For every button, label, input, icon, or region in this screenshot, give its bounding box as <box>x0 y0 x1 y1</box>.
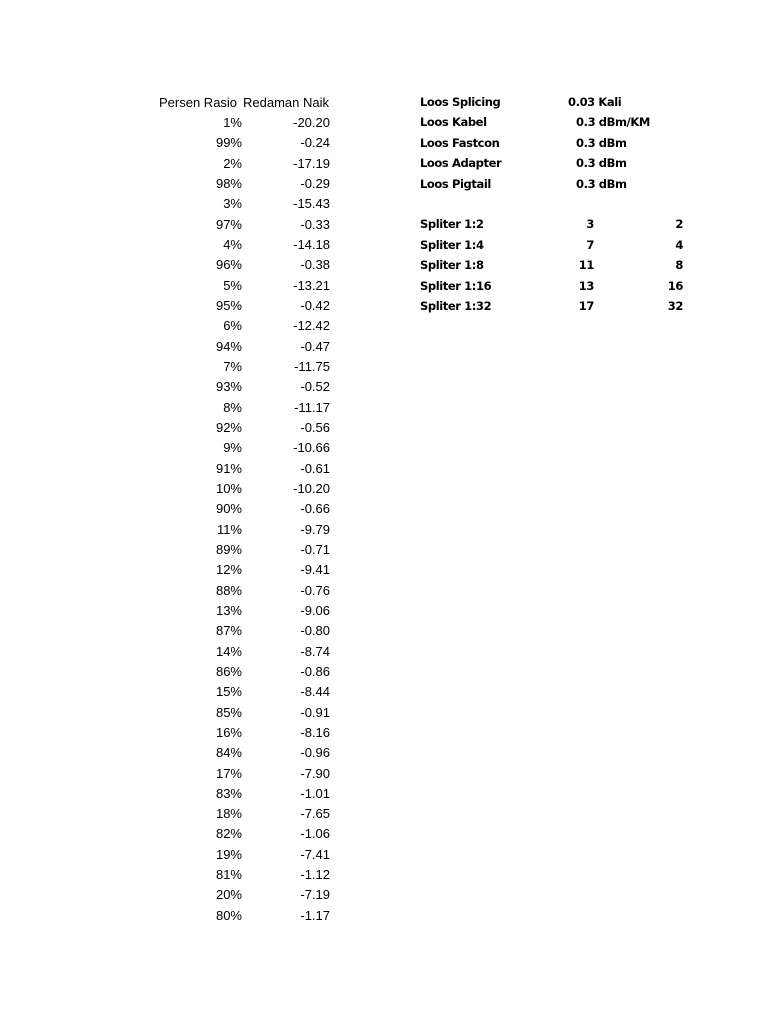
attenuation-cell: -15.43 <box>293 196 330 212</box>
splitter-row <box>420 276 700 296</box>
percent-ratio-cell: 85% <box>215 704 242 720</box>
percent-ratio-cell: 97% <box>215 216 242 232</box>
percent-ratio-cell: 14% <box>215 643 242 659</box>
percent-ratio-cell: 16% <box>215 724 242 740</box>
table-row <box>156 621 336 641</box>
table-row <box>156 764 336 784</box>
loss-label: Loos Pigtail <box>420 176 491 191</box>
loss-label: Loos Adapter <box>420 156 502 171</box>
percent-ratio-cell: 90% <box>215 501 242 517</box>
attenuation-cell: -10.66 <box>293 440 330 456</box>
attenuation-cell: -7.41 <box>300 846 330 862</box>
table-row <box>156 804 336 824</box>
table-row <box>156 133 336 153</box>
loss-row <box>420 153 700 173</box>
percent-ratio-cell: 17% <box>215 765 242 781</box>
loss-row <box>420 174 700 194</box>
table-row <box>156 865 336 885</box>
attenuation-cell: -8.44 <box>300 684 330 700</box>
ratio-attenuation-table <box>156 93 336 926</box>
attenuation-cell: -0.47 <box>300 338 330 354</box>
percent-ratio-cell: 94% <box>215 338 242 354</box>
attenuation-cell: -14.18 <box>293 236 330 252</box>
table-row <box>156 723 336 743</box>
attenuation-cell: -17.19 <box>293 155 330 171</box>
splitter-row <box>420 296 700 316</box>
percent-ratio-cell: 15% <box>215 684 242 700</box>
attenuation-cell: -0.33 <box>300 216 330 232</box>
loss-row <box>420 112 700 132</box>
percent-ratio-cell: 99% <box>215 135 242 151</box>
table-row <box>156 540 336 560</box>
ratio-table-body <box>156 113 336 926</box>
splitter-loss-value: 17 <box>578 298 594 313</box>
attenuation-cell: -0.71 <box>300 541 330 557</box>
attenuation-cell: -11.17 <box>294 399 330 415</box>
splitter-ports-value: 4 <box>675 237 683 252</box>
table-row <box>156 337 336 357</box>
attenuation-cell: -1.17 <box>300 907 330 923</box>
attenuation-cell: -11.75 <box>294 358 330 374</box>
splitter-label: Spliter 1:2 <box>420 217 484 232</box>
attenuation-cell: -0.86 <box>300 663 330 679</box>
attenuation-cell: -8.16 <box>300 724 330 740</box>
table-row <box>156 255 336 275</box>
table-row <box>156 479 336 499</box>
table-gap <box>420 194 700 214</box>
attenuation-cell: -0.24 <box>300 135 330 151</box>
attenuation-cell: -12.42 <box>293 318 330 334</box>
percent-ratio-cell: 8% <box>223 399 242 415</box>
loss-label: Loos Fastcon <box>420 135 500 150</box>
splitter-row <box>420 255 700 275</box>
table-row <box>156 377 336 397</box>
table-row <box>156 784 336 804</box>
percent-ratio-cell: 95% <box>215 297 242 313</box>
attenuation-cell: -9.06 <box>300 602 330 618</box>
attenuation-cell: -1.06 <box>300 826 330 842</box>
percent-ratio-cell: 88% <box>215 582 242 598</box>
attenuation-cell: -0.96 <box>300 745 330 761</box>
percent-ratio-cell: 83% <box>215 785 242 801</box>
table-row <box>156 296 336 316</box>
percent-ratio-cell: 4% <box>223 236 242 252</box>
table-row <box>156 560 336 580</box>
loss-value: 0.03 Kali <box>568 95 622 109</box>
header-percent-ratio: Persen Rasio <box>159 95 238 110</box>
table-row <box>156 845 336 865</box>
attenuation-cell: -20.20 <box>293 115 330 130</box>
percent-ratio-cell: 93% <box>215 379 242 395</box>
percent-ratio-cell: 18% <box>215 806 242 822</box>
attenuation-cell: -0.80 <box>300 623 330 639</box>
percent-ratio-cell: 19% <box>215 846 242 862</box>
percent-ratio-cell: 89% <box>215 541 242 557</box>
percent-ratio-cell: 2% <box>223 155 242 171</box>
attenuation-cell: -7.90 <box>300 765 330 781</box>
table-row <box>156 662 336 682</box>
loss-value: 0.3 dBm <box>576 135 627 150</box>
attenuation-cell: -7.19 <box>300 887 330 903</box>
loss-parameters-table <box>420 92 700 316</box>
attenuation-cell: -0.91 <box>300 704 330 720</box>
splitter-row <box>420 235 700 255</box>
attenuation-cell: -7.65 <box>300 806 330 822</box>
percent-ratio-cell: 87% <box>215 623 242 639</box>
percent-ratio-cell: 1% <box>223 115 242 130</box>
loss-value: 0.3 dBm/KM <box>576 115 650 130</box>
attenuation-cell: -1.12 <box>300 867 330 883</box>
percent-ratio-cell: 82% <box>215 826 242 842</box>
attenuation-cell: -13.21 <box>293 277 330 293</box>
table-row <box>156 357 336 377</box>
table-row <box>156 194 336 214</box>
percent-ratio-cell: 12% <box>215 562 242 578</box>
loss-value: 0.3 dBm <box>576 156 627 171</box>
table-row <box>156 906 336 926</box>
table-row <box>156 601 336 621</box>
header-attenuation: Redaman Naik <box>243 95 329 110</box>
splitter-rows <box>420 214 700 316</box>
table-row <box>156 418 336 438</box>
attenuation-cell: -0.42 <box>300 297 330 313</box>
percent-ratio-cell: 11% <box>216 521 242 537</box>
attenuation-cell: -0.61 <box>300 460 330 476</box>
percent-ratio-cell: 20% <box>215 887 242 903</box>
loss-label: Loos Splicing <box>420 95 501 109</box>
splitter-ports-value: 2 <box>675 217 683 232</box>
percent-ratio-cell: 9% <box>223 440 242 456</box>
table-row <box>156 499 336 519</box>
attenuation-cell: -0.38 <box>300 257 330 273</box>
ratio-table-header <box>156 93 336 113</box>
table-row <box>156 743 336 763</box>
table-row <box>156 113 336 133</box>
loss-row <box>420 133 700 153</box>
table-row <box>156 459 336 479</box>
percent-ratio-cell: 84% <box>215 745 242 761</box>
attenuation-cell: -1.01 <box>300 785 330 801</box>
loss-row <box>420 92 700 112</box>
percent-ratio-cell: 10% <box>215 480 242 496</box>
splitter-loss-value: 7 <box>586 237 594 252</box>
splitter-ports-value: 32 <box>667 298 683 313</box>
table-row <box>156 276 336 296</box>
splitter-ports-value: 8 <box>675 258 683 273</box>
table-row <box>156 520 336 540</box>
percent-ratio-cell: 96% <box>215 257 242 273</box>
splitter-row <box>420 214 700 234</box>
percent-ratio-cell: 6% <box>223 318 242 334</box>
percent-ratio-cell: 91% <box>215 460 242 476</box>
attenuation-cell: -0.52 <box>300 379 330 395</box>
splitter-ports-value: 16 <box>667 278 683 293</box>
percent-ratio-cell: 92% <box>215 419 242 435</box>
attenuation-cell: -0.29 <box>300 175 330 191</box>
loss-label: Loos Kabel <box>420 115 487 130</box>
percent-ratio-cell: 86% <box>215 663 242 679</box>
percent-ratio-cell: 81% <box>215 867 242 883</box>
attenuation-cell: -10.20 <box>293 480 330 496</box>
percent-ratio-cell: 5% <box>223 277 242 293</box>
table-row <box>156 885 336 905</box>
percent-ratio-cell: 3% <box>223 196 242 212</box>
splitter-label: Spliter 1:16 <box>420 278 492 293</box>
table-row <box>156 154 336 174</box>
loss-value: 0.3 dBm <box>576 176 627 191</box>
attenuation-cell: -8.74 <box>300 643 330 659</box>
attenuation-cell: -0.76 <box>300 582 330 598</box>
splitter-loss-value: 3 <box>586 217 594 232</box>
percent-ratio-cell: 98% <box>215 175 242 191</box>
table-row <box>156 215 336 235</box>
table-row <box>156 398 336 418</box>
table-row <box>156 581 336 601</box>
percent-ratio-cell: 7% <box>223 358 242 374</box>
loss-rows <box>420 92 700 194</box>
splitter-loss-value: 13 <box>578 278 594 293</box>
splitter-label: Spliter 1:4 <box>420 237 484 252</box>
table-row <box>156 642 336 662</box>
table-row <box>156 703 336 723</box>
table-row <box>156 235 336 255</box>
attenuation-cell: -9.79 <box>300 521 330 537</box>
splitter-label: Spliter 1:8 <box>420 258 484 273</box>
table-row <box>156 174 336 194</box>
splitter-loss-value: 11 <box>578 258 594 273</box>
attenuation-cell: -9.41 <box>300 562 330 578</box>
percent-ratio-cell: 80% <box>215 907 242 923</box>
splitter-label: Spliter 1:32 <box>420 298 492 313</box>
table-row <box>156 316 336 336</box>
percent-ratio-cell: 13% <box>215 602 242 618</box>
table-row <box>156 438 336 458</box>
attenuation-cell: -0.56 <box>300 419 330 435</box>
table-row <box>156 682 336 702</box>
table-row <box>156 824 336 844</box>
attenuation-cell: -0.66 <box>300 501 330 517</box>
